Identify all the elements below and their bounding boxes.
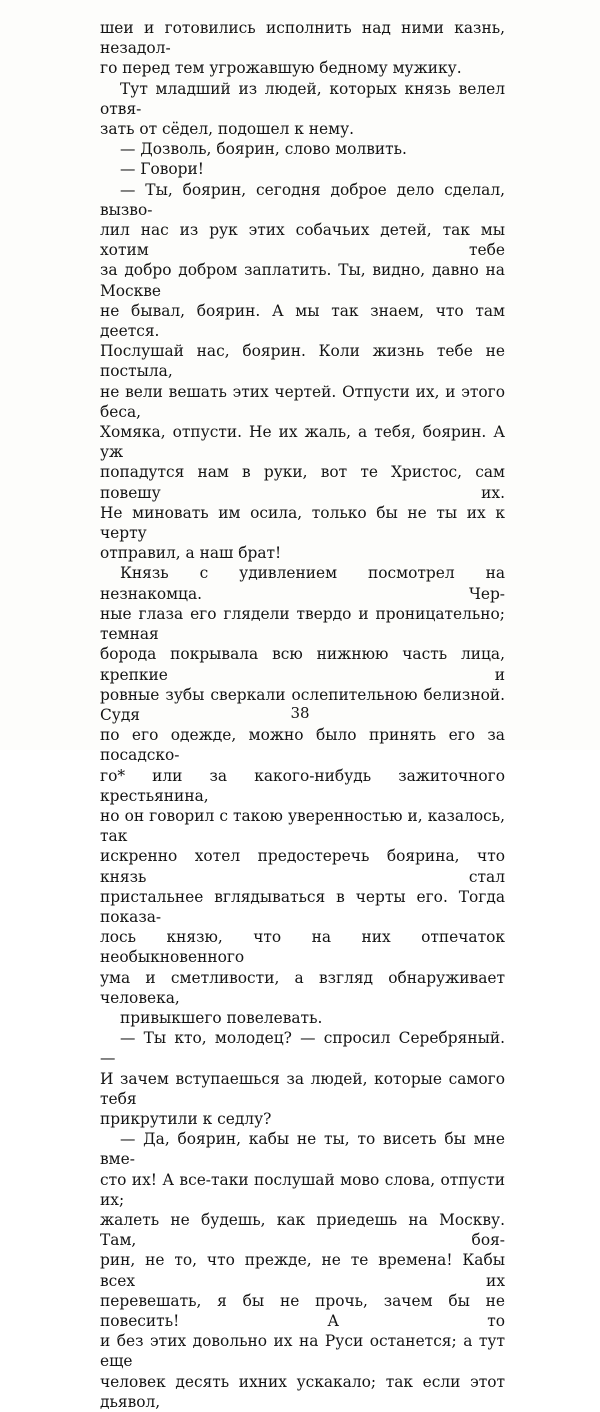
text-line: перевешать, я бы не прочь, зачем бы не повесить! А то [100,1291,505,1330]
text-line: Князь с удивлением посмотрел на незнакомца. Чер- [100,564,505,603]
text-line: сто их! А все-таки послушай мово слова, отпусти их; [100,1170,505,1209]
text-line: ные глаза его глядели твердо и проницательно; темная [100,604,505,644]
text-line: Послушай нас, боярин. Коли жизнь тебе не постыла, [100,342,505,381]
text-line: — Ты, боярин, сегодня доброе дело сделал, вызво- [100,180,505,219]
text-line: отправил, а наш брат! [100,544,282,563]
text-line: го* или за какого-нибудь зажиточного крестьянина, [100,766,505,805]
text-line: — Да, боярин, кабы не ты, то висеть бы мне вме- [100,1130,505,1169]
text-line: зать от сёдел, подошел к нему. [100,120,355,139]
text-line: рин, не то, что прежде, не те времена! Кабы всех их [100,1251,505,1290]
text-line: Не миновать им осила, только бы не ты их к черту [100,503,505,543]
text-line: прикрутили к седлу? [100,1109,272,1128]
text-line: но он говорил с такою уверенностью и, казалось, так [100,806,505,846]
text-line: И зачем вступаешься за людей, которые самого тебя [100,1069,505,1108]
text-line: за добро добром заплатить. Ты, видно, давно на Москве [100,261,505,300]
text-line: и без этих довольно их на Руси останется; а тут еще [100,1332,505,1371]
text-line: привыкшего повелевать. [120,1008,323,1027]
text-line: лил нас из рук этих собачьих детей, так мы хотим тебе [100,221,505,260]
text-line: попадутся нам в руки, вот те Христос, сам повешу их. [100,463,505,502]
text-line: ума и сметливости, а взгляд обнаруживает человека, [100,968,505,1007]
text-line: — Говори! [120,160,204,179]
text-line: — Дозволь, боярин, слово молвить. [120,140,407,159]
text-line: по его одежде, можно было принять его за посадско- [100,726,505,765]
text-line: лось князю, что на них отпечаток необыкновенного [100,928,505,967]
text-line: Тут младший из людей, которых князь велел отвя- [100,79,505,118]
text-line: — Ты кто, молодец? — спросил Серебряный. — [100,1029,505,1068]
text-line: пристальнее вглядываться в черты его. Тогда показа- [100,887,505,926]
text-line: жалеть не будешь, как приедешь на Москву. Там, боя- [100,1210,505,1250]
text-line: борода покрывала всю нижнюю часть лица, крепкие и [100,645,505,684]
text-line: искренно хотел предостеречь боярина, что князь стал [100,847,505,886]
text-line: ровные зубы сверкали ослепительною белизной. Судя [100,685,505,724]
text-line: шеи и готовились исполнить над ними казнь, незадол- [100,19,505,58]
text-line: Хомяка, отпусти. Не их жаль, а тебя, боярин. А уж [100,423,505,462]
text-line: не бывал, боярин. А мы так знаем, что там деется. [100,301,505,341]
text-line: не вели вешать этих чертей. Отпусти их, и этого беса, [100,382,505,421]
page-number: 38 [290,704,310,722]
text-line: человек десять ихних ускакало; так если этот дьявол, [100,1372,505,1411]
text-line: го перед тем угрожавшую бедному мужику. [100,59,462,78]
